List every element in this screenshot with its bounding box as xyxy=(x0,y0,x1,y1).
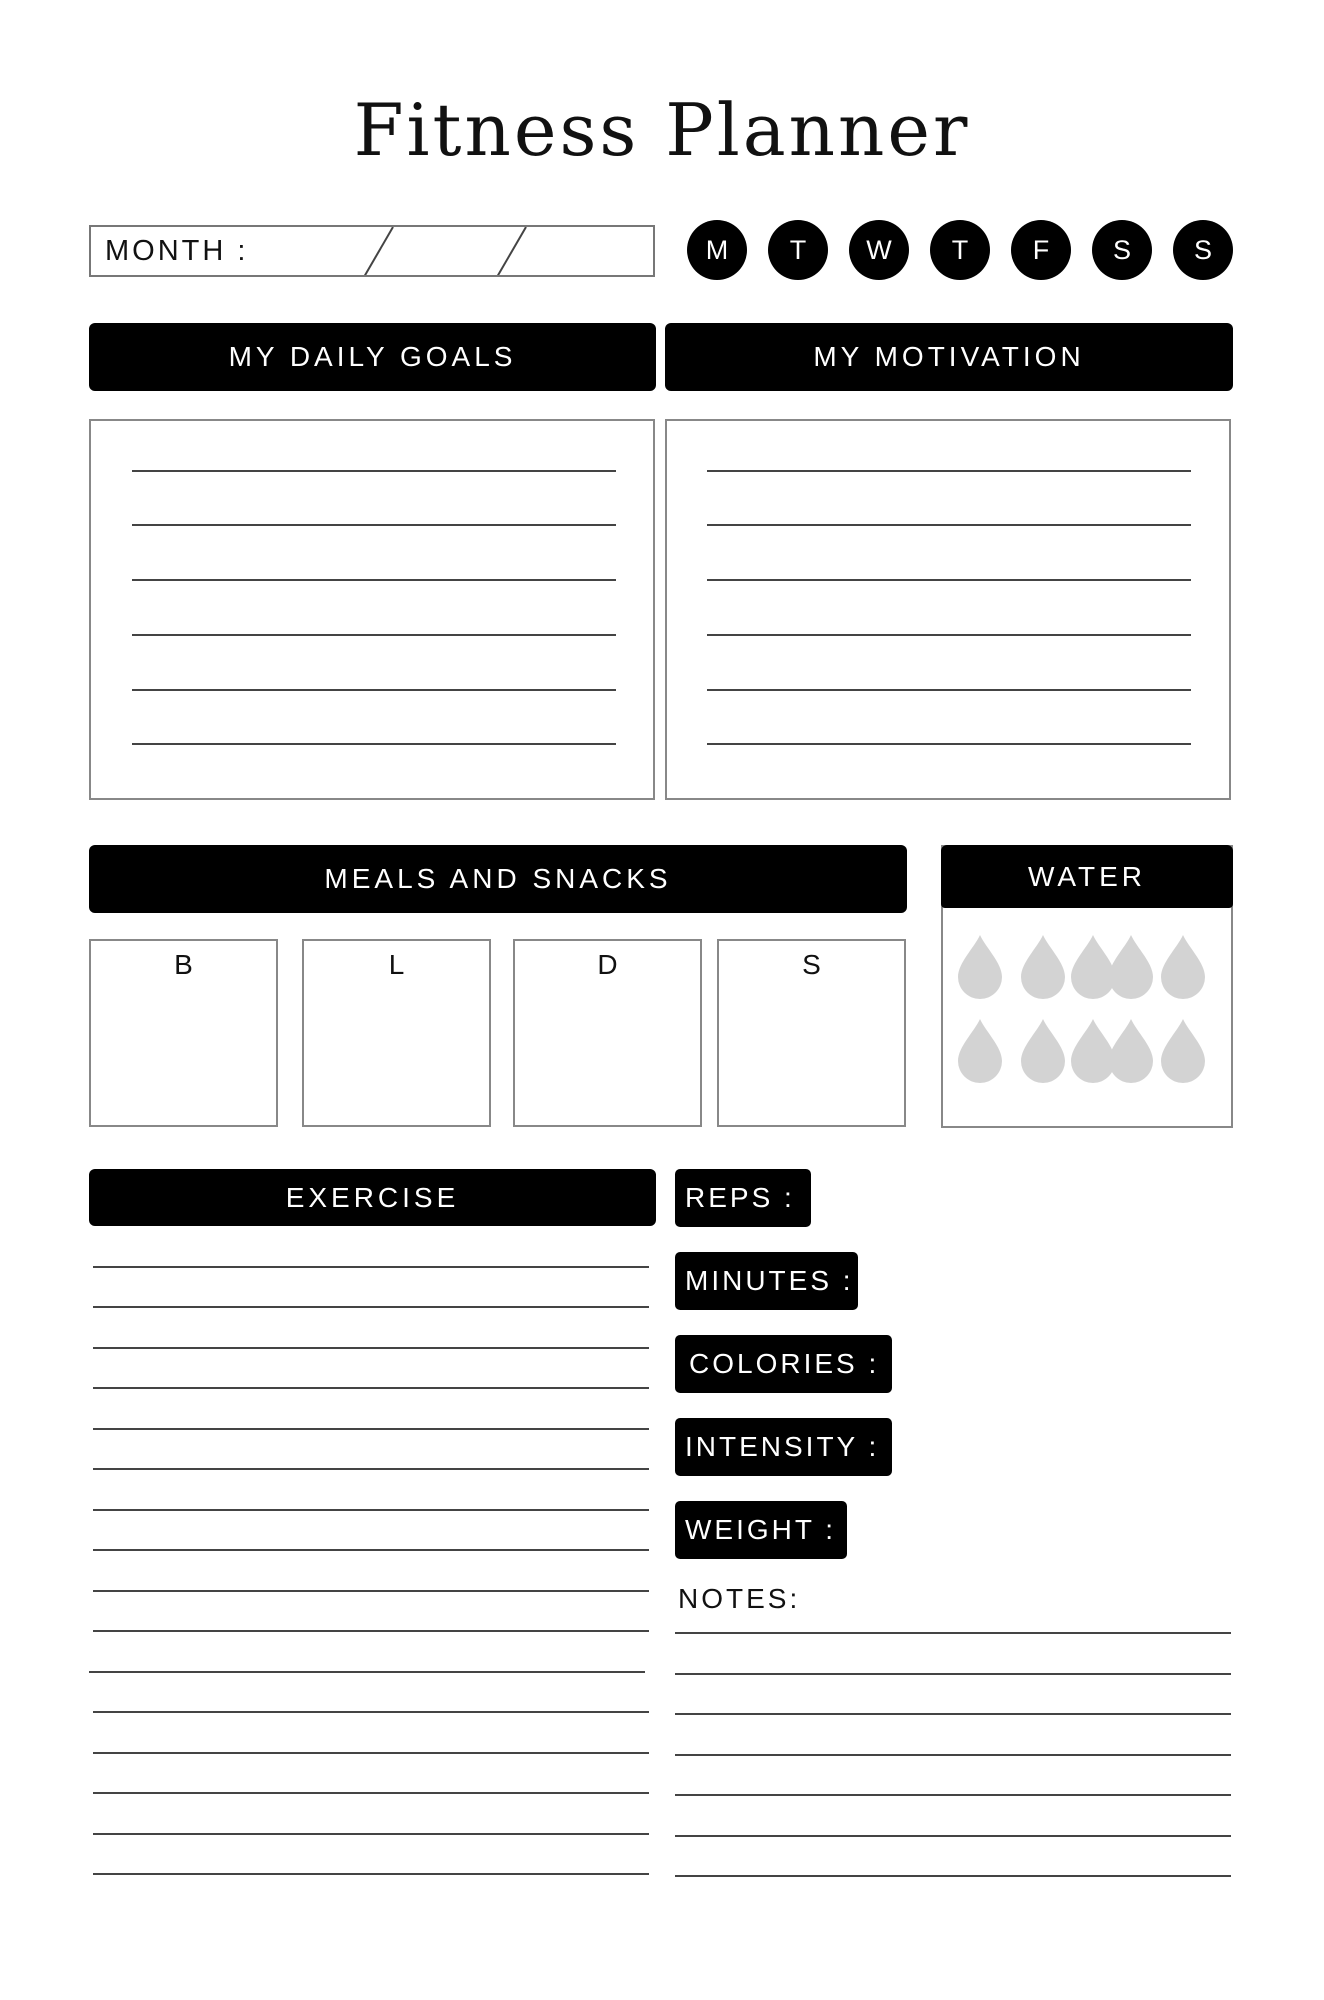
notes-line[interactable] xyxy=(675,1673,1231,1675)
motivation-line xyxy=(707,634,1191,636)
weekday-sunday[interactable]: S xyxy=(1173,220,1233,280)
exercise-line[interactable] xyxy=(93,1630,649,1632)
goal-line xyxy=(132,470,616,472)
daily-goals-header: MY DAILY GOALS xyxy=(89,323,656,391)
notes-line[interactable] xyxy=(675,1632,1231,1634)
water-panel xyxy=(941,845,1233,1128)
weekday-wednesday[interactable]: W xyxy=(849,220,909,280)
notes-line[interactable] xyxy=(675,1875,1231,1877)
exercise-line[interactable] xyxy=(93,1468,649,1470)
weekday-thursday[interactable]: T xyxy=(930,220,990,280)
exercise-header: EXERCISE xyxy=(89,1169,656,1226)
minutes-label: MINUTES : xyxy=(675,1252,858,1310)
goal-line xyxy=(132,579,616,581)
meal-label: D xyxy=(597,949,618,980)
month-field[interactable] xyxy=(89,225,655,277)
meal-box-lunch[interactable] xyxy=(302,939,491,1127)
reps-label: REPS : xyxy=(675,1169,811,1227)
weekday-monday[interactable]: M xyxy=(687,220,747,280)
water-drop-icon xyxy=(1071,935,1115,999)
exercise-line[interactable] xyxy=(93,1509,649,1511)
exercise-line[interactable] xyxy=(93,1752,649,1754)
exercise-line[interactable] xyxy=(93,1873,649,1875)
motivation-line xyxy=(707,579,1191,581)
water-drop-icon xyxy=(958,1019,1002,1083)
water-drops xyxy=(943,847,1233,1128)
weight-label: WEIGHT : xyxy=(675,1501,847,1559)
meal-label: L xyxy=(388,949,405,980)
exercise-line[interactable] xyxy=(93,1306,649,1308)
meal-box-snacks[interactable] xyxy=(717,939,906,1127)
notes-line[interactable] xyxy=(675,1713,1231,1715)
water-drop-icon xyxy=(1109,1019,1153,1083)
meal-label: B xyxy=(174,949,193,980)
motivation-line xyxy=(707,689,1191,691)
exercise-line[interactable] xyxy=(93,1549,649,1551)
exercise-line[interactable] xyxy=(93,1590,649,1592)
motivation-line xyxy=(707,743,1191,745)
water-drop-icon xyxy=(1021,935,1065,999)
water-drop-icon xyxy=(1161,1019,1205,1083)
notes-line[interactable] xyxy=(675,1835,1231,1837)
weekday-saturday[interactable]: S xyxy=(1092,220,1152,280)
weekday-tuesday[interactable]: T xyxy=(768,220,828,280)
exercise-line[interactable] xyxy=(93,1833,649,1835)
meal-box-breakfast[interactable] xyxy=(89,939,278,1127)
exercise-line[interactable] xyxy=(93,1711,649,1713)
exercise-line[interactable] xyxy=(93,1387,649,1389)
motivation-panel[interactable] xyxy=(665,419,1231,800)
meal-box-dinner[interactable] xyxy=(513,939,702,1127)
water-header: WATER xyxy=(941,845,1233,908)
water-drop-icon xyxy=(958,935,1002,999)
water-drop-icon xyxy=(1161,935,1205,999)
notes-line[interactable] xyxy=(675,1794,1231,1796)
weekday-friday[interactable]: F xyxy=(1011,220,1071,280)
motivation-line xyxy=(707,470,1191,472)
goal-line xyxy=(132,524,616,526)
goal-line xyxy=(132,689,616,691)
page-title: Fitness Planner xyxy=(353,88,971,172)
exercise-line[interactable] xyxy=(93,1347,649,1349)
motivation-header: MY MOTIVATION xyxy=(665,323,1233,391)
month-label: MONTH : xyxy=(105,235,249,267)
exercise-line[interactable] xyxy=(89,1671,645,1673)
calories-label: COLORIES : xyxy=(675,1335,892,1393)
notes-label: NOTES: xyxy=(678,1583,801,1614)
meals-header: MEALS AND SNACKS xyxy=(89,845,907,913)
meal-label: S xyxy=(802,949,821,980)
exercise-line[interactable] xyxy=(93,1428,649,1430)
daily-goals-panel[interactable] xyxy=(89,419,655,800)
exercise-line[interactable] xyxy=(93,1792,649,1794)
water-drop-icon xyxy=(1021,1019,1065,1083)
notes-line[interactable] xyxy=(675,1754,1231,1756)
goal-line xyxy=(132,634,616,636)
water-drop-icon xyxy=(1071,1019,1115,1083)
water-drop-icon xyxy=(1109,935,1153,999)
goal-line xyxy=(132,743,616,745)
intensity-label: INTENSITY : xyxy=(675,1418,892,1476)
motivation-line xyxy=(707,524,1191,526)
month-separators xyxy=(91,227,655,277)
exercise-line[interactable] xyxy=(93,1266,649,1268)
